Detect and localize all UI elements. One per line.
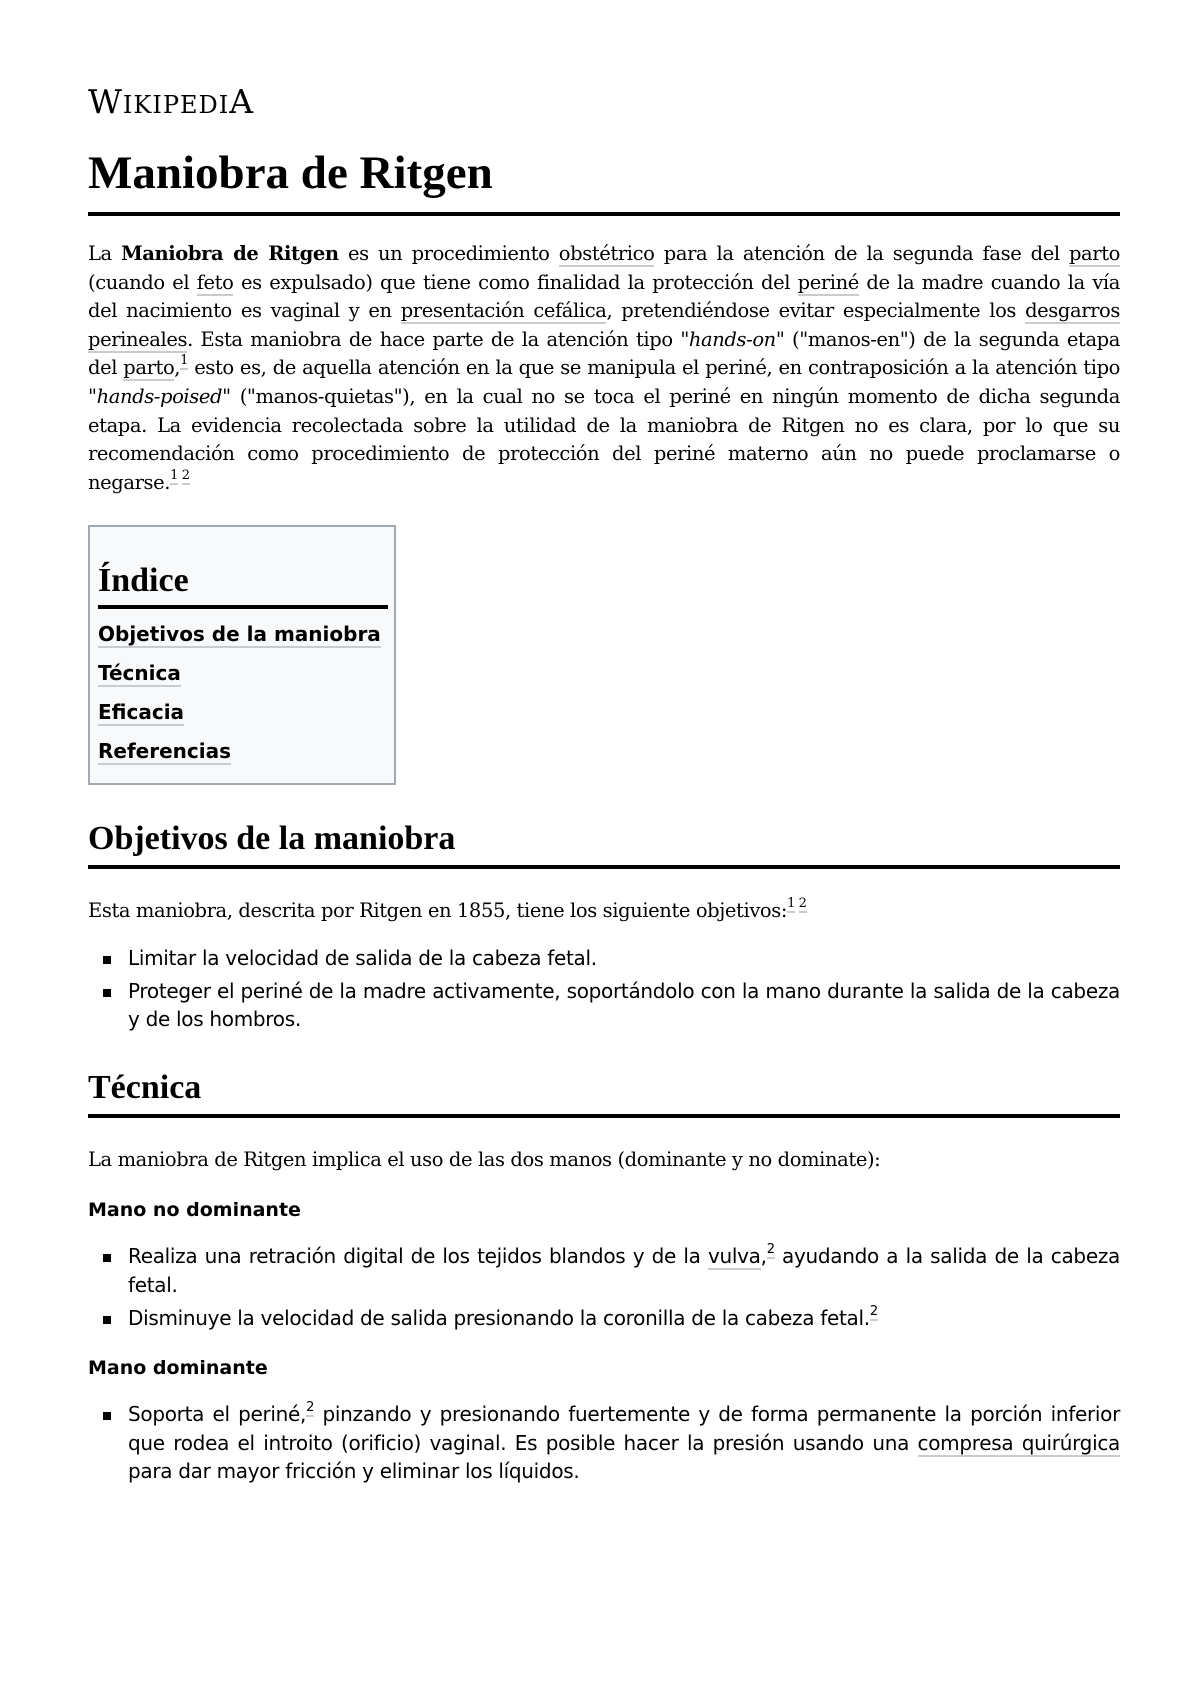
intro-paragraph: La Maniobra de Ritgen es un procedimiento obstétrico para la atención de la segunda fase del parto (cuando el feto es expulsado) que tiene como finalidad la protección del periné de la madre cuando la vía del nacimiento es vaginal y en presentación cefálica, pretendiéndose evitar especialmente los desgarros perineales. Esta maniobra de hace parte de la atención tipo "hands-on" ("manos-en") de la segunda etapa del parto,$^1$ esto es, de aquella atención en la que se manipula el periné, en contraposición a la atención tipo "hands-poised" ("manos-quietas"), en la cual no se toca el periné en ningún momento de dicha segunda etapa. La evidencia recolectada sobre la utilidad de la maniobra de Ritgen no es clara, por lo que su recomendación como procedimiento de protección del periné materno aún no puede proclamarse o negarse.$^{1 2}$: [88, 242, 1121, 494]
toc-title: Índice: [98, 561, 388, 609]
bullet-icon: [103, 989, 111, 997]
list-item: Proteger el periné de la madre activamente, soportándolo con la mano durante la salida de la cabeza y de los hombros.: [88, 977, 1120, 1034]
toc-item-objetivos[interactable]: Objetivos de la maniobra: [98, 622, 381, 647]
toc-item-eficacia[interactable]: Eficacia: [98, 700, 185, 725]
bullet-icon: [103, 956, 111, 964]
reference-link[interactable]: 2: [181, 467, 190, 483]
tecnica-paragraph: La maniobra de Ritgen implica el uso de las dos manos (dominante y no dominate):: [88, 1147, 881, 1171]
subheading-mano-dominante: Mano dominante: [88, 1357, 268, 1380]
reference-link[interactable]: 2: [766, 1242, 775, 1258]
toc-item-referencias[interactable]: Referencias: [98, 739, 232, 764]
reference-link[interactable]: 2: [306, 1400, 315, 1416]
subheading-mano-no-dominante: Mano no dominante: [88, 1199, 301, 1222]
link-desgarros-perineales[interactable]: desgarros perineales: [88, 299, 1121, 351]
objetivos-list: [88, 944, 1120, 1034]
logo-w: W: [88, 82, 123, 121]
reference-link[interactable]: 1: [787, 896, 795, 912]
page-title: Maniobra de Ritgen: [88, 142, 1120, 216]
link-feto[interactable]: feto: [196, 270, 234, 294]
link-perine[interactable]: periné: [797, 270, 859, 294]
list-item: Disminuye la velocidad de salida presionando la coronilla de la cabeza fetal.$^2$: [88, 1304, 1120, 1333]
toc-item-tecnica[interactable]: Técnica: [98, 661, 181, 686]
reference-link[interactable]: 1: [170, 467, 178, 483]
mano-dominante-list: [88, 1400, 1120, 1486]
link-parto[interactable]: parto: [1068, 242, 1120, 265]
link-vulva[interactable]: vulva: [707, 1244, 761, 1269]
link-obstetrico[interactable]: obstétrico: [558, 242, 655, 265]
link-compresa-quirurgica[interactable]: compresa quirúrgica: [917, 1430, 1120, 1455]
list-item: Limitar la velocidad de salida de la cabeza fetal.: [88, 944, 1120, 973]
article-page: [88, 0, 1120, 1490]
table-of-contents: [88, 525, 396, 785]
section-heading-tecnica: Técnica: [88, 1064, 1120, 1118]
list-item: Realiza una retración digital de los tejidos blandos y de la vulva,$^2$ ayudando a la salida de la cabeza fetal.: [88, 1242, 1120, 1299]
reference-link[interactable]: 1: [180, 353, 188, 369]
bullet-icon: [103, 1316, 111, 1324]
link-parto-2[interactable]: parto: [123, 356, 175, 380]
bullet-icon: [103, 1254, 111, 1262]
bullet-icon: [103, 1412, 111, 1420]
italic-hands-poised: hands-poised: [96, 384, 223, 408]
logo-ikipedi: IKIPEDI: [122, 91, 230, 119]
mano-no-dominante-list: [88, 1242, 1120, 1332]
logo-a: A: [229, 82, 255, 121]
intro-bold-term: Maniobra de Ritgen: [121, 242, 339, 265]
link-presentacion-cefalica[interactable]: presentación cefálica: [400, 299, 607, 323]
wikipedia-logo[interactable]: [88, 84, 1120, 120]
objetivos-paragraph: Esta maniobra, descrita por Ritgen en 1855, tiene los siguiente objetivos:$^{1 2}$: [88, 896, 807, 923]
italic-hands-on: hands-on: [688, 327, 776, 351]
reference-link[interactable]: 2: [798, 896, 807, 912]
section-heading-objetivos: Objetivos de la maniobra: [88, 815, 1120, 869]
reference-link[interactable]: 2: [869, 1303, 878, 1319]
list-item: Soporta el periné,$^2$ pinzando y presionando fuertemente y de forma permanente la porción inferior que rodea el introito (orificio) vaginal. Es posible hacer la presión usando una compresa quirúrgica para dar mayor fricción y eliminar los líquidos.: [88, 1400, 1120, 1486]
